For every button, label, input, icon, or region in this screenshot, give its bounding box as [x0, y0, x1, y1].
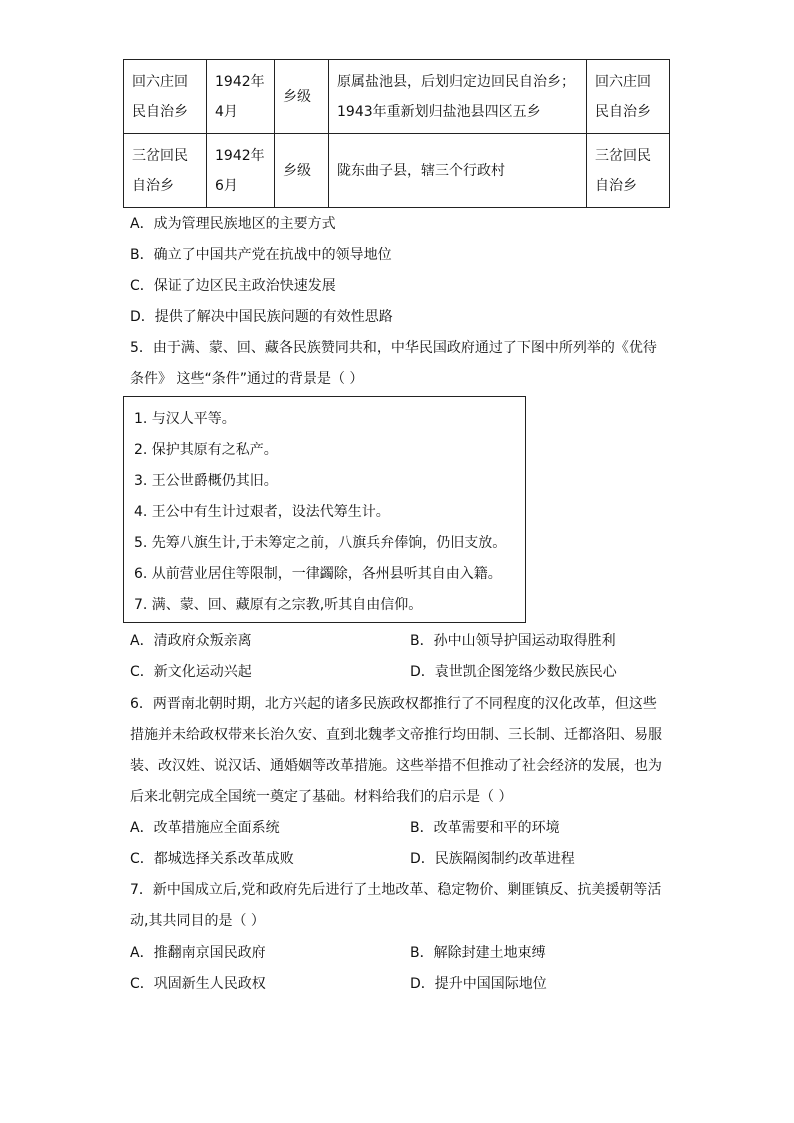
table-cell-name: 回六庄回 民自治乡: [124, 60, 207, 134]
autonomous-township-table: [123, 59, 670, 208]
table-cell-result: 回六庄回 民自治乡: [587, 60, 670, 134]
q7-option-c[interactable]: C．巩固新生人民政权: [130, 976, 266, 992]
q4-option-a[interactable]: A．成为管理民族地区的主要方式: [130, 216, 336, 232]
q6-stem-line2: 措施并未给政权带来长治久安、直到北魏孝文帝推行均田制、三长制、迁都洛阳、易服: [130, 727, 662, 743]
table-row: [124, 60, 670, 134]
condition-item: 2. 保护其原有之私产。: [134, 442, 278, 458]
q6-option-a[interactable]: A．改革措施应全面系统: [130, 820, 280, 836]
q7-option-b[interactable]: B．解除封建土地束缚: [410, 945, 546, 961]
q7-stem-line2: 动,其共同目的是（ ）: [130, 913, 265, 929]
condition-item: 3. 王公世爵概仍其旧。: [134, 473, 278, 489]
condition-item: 4. 王公中有生计过艰者，设法代筹生计。: [134, 504, 390, 520]
q4-option-d[interactable]: D．提供了解决中国民族问题的有效性思路: [130, 309, 393, 325]
table-cell-date: 1942年 4月: [207, 60, 275, 134]
table-cell-desc: 陇东曲子县，辖三个行政村: [329, 134, 587, 208]
q6-stem-line3: 装、改汉姓、说汉话、通婚姻等改革措施。这些举措不但推动了社会经济的发展，也为: [130, 758, 662, 774]
table-cell-result: 三岔回民 自治乡: [587, 134, 670, 208]
q5-option-a[interactable]: A．清政府众叛亲离: [130, 633, 252, 649]
q6-stem-line4: 后来北朝完成全国统一奠定了基础。材料给我们的启示是（ ）: [130, 789, 513, 805]
q4-option-b[interactable]: B．确立了中国共产党在抗战中的领导地位: [130, 247, 392, 263]
table-cell-desc: 原属盐池县，后划归定边回民自治乡； 1943年重新划归盐池县四区五乡: [329, 60, 587, 134]
table-cell-name: 三岔回民 自治乡: [124, 134, 207, 208]
q5-option-d[interactable]: D．袁世凯企图笼络少数民族民心: [410, 664, 617, 680]
table-cell-level: 乡级: [275, 134, 329, 208]
q6-option-d[interactable]: D．民族隔阂制约改革进程: [410, 851, 575, 867]
q5-stem-line2: 条件》 这些“条件”通过的背景是（ ）: [130, 371, 364, 387]
q7-option-d[interactable]: D．提升中国国际地位: [410, 976, 547, 992]
q5-stem-line1: 5．由于满、蒙、回、藏各民族赞同共和，中华民国政府通过了下图中所列举的《优待: [130, 340, 657, 356]
q6-option-c[interactable]: C．都城选择关系改革成败: [130, 851, 294, 867]
table-row: [124, 134, 670, 208]
q5-option-b[interactable]: B．孙中山领导护国运动取得胜利: [410, 633, 616, 649]
condition-item: 1. 与汉人平等。: [134, 411, 236, 427]
q5-option-c[interactable]: C．新文化运动兴起: [130, 664, 252, 680]
table-cell-level: 乡级: [275, 60, 329, 134]
q7-stem-line1: 7．新中国成立后,党和政府先后进行了土地改革、稳定物价、剿匪镇反、抗美援朝等活: [130, 882, 662, 898]
q6-stem-line1: 6．两晋南北朝时期，北方兴起的诸多民族政权都推行了不同程度的汉化改革，但这些: [130, 696, 657, 712]
table-cell-date: 1942年 6月: [207, 134, 275, 208]
preferential-conditions-box: [123, 396, 526, 623]
condition-item: 6. 从前营业居住等限制，一律蠲除，各州县听其自由入籍。: [134, 566, 502, 582]
q4-option-c[interactable]: C．保证了边区民主政治快速发展: [130, 278, 336, 294]
condition-item: 7. 满、蒙、回、藏原有之宗教,听其自由信仰。: [134, 597, 423, 613]
q7-option-a[interactable]: A．推翻南京国民政府: [130, 945, 266, 961]
q6-option-b[interactable]: B．改革需要和平的环境: [410, 820, 560, 836]
condition-item: 5. 先筹八旗生计,于未筹定之前，八旗兵弁俸饷，仍旧支放。: [134, 535, 507, 551]
